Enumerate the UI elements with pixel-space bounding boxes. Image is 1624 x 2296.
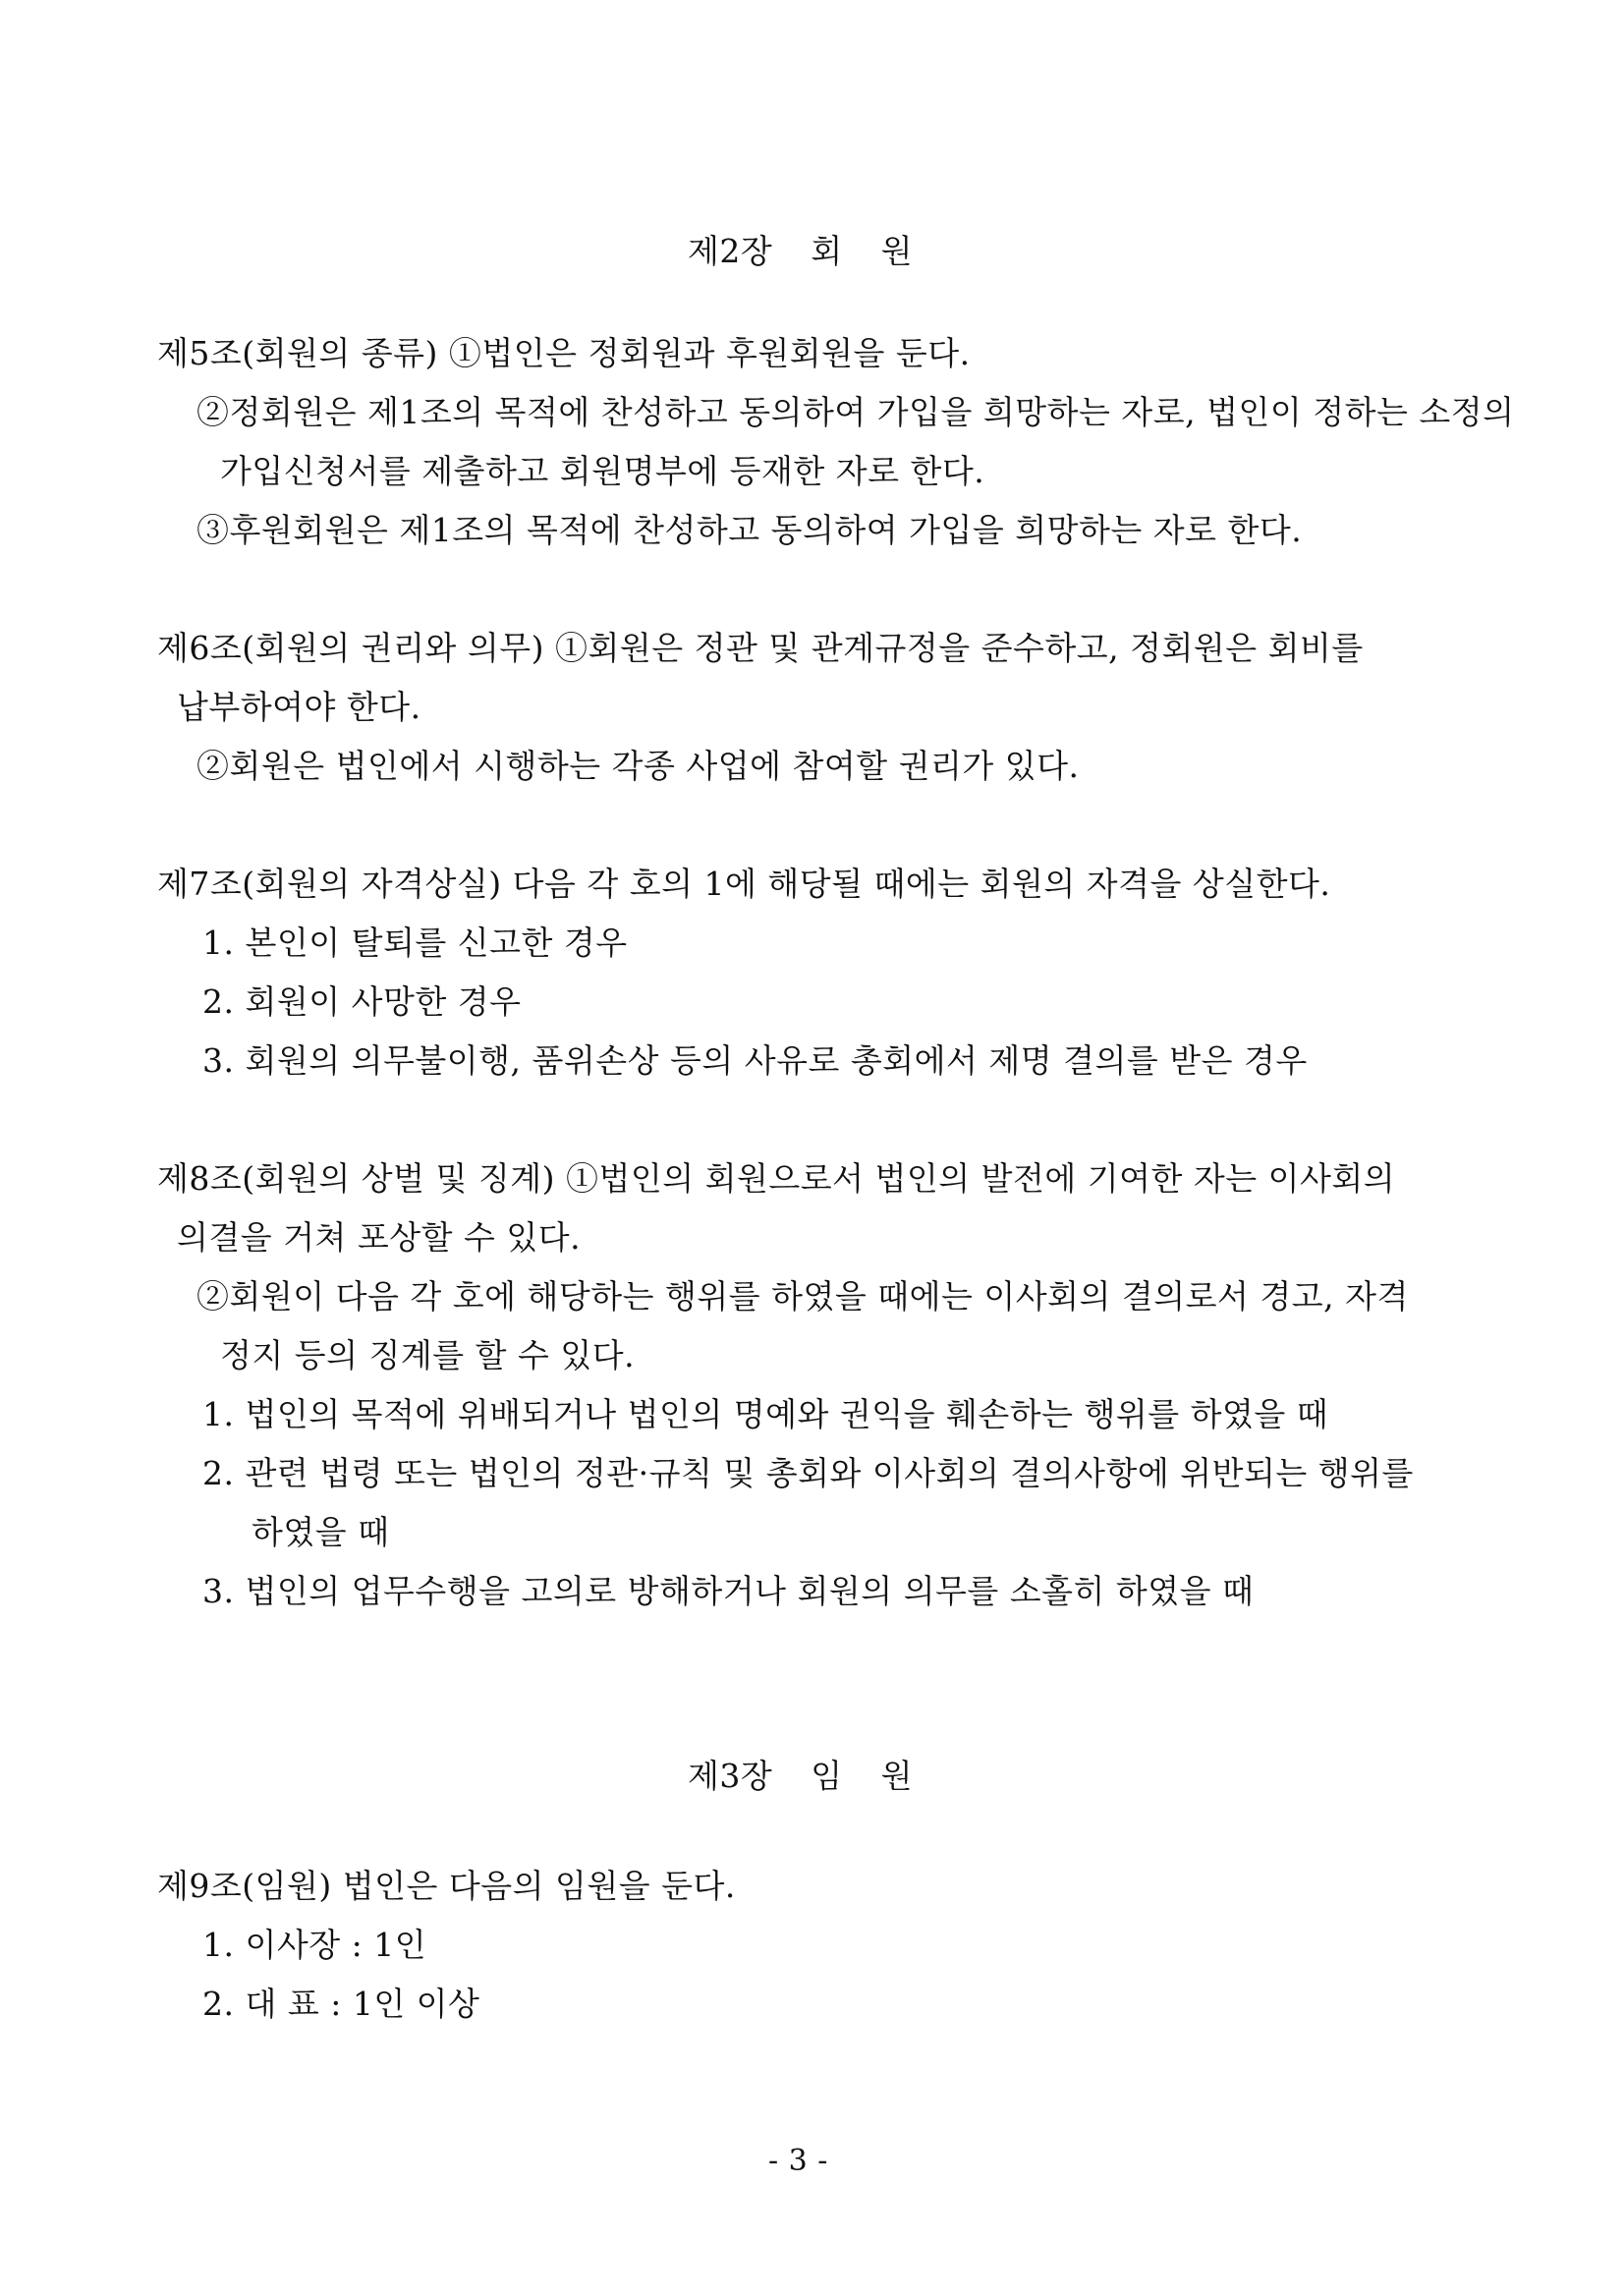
page-number: - 3 - <box>768 2144 828 2178</box>
article-9-heading: 제9조(임원) 법인은 다음의 임원을 둔다. <box>157 1867 736 1905</box>
article-8-heading-line-2: 의결을 거쳐 포상할 수 있다. <box>177 1218 582 1257</box>
article-5-paragraph-3: ③후원회원은 제1조의 목적에 찬성하고 동의하여 가입을 희망하는 자로 한다. <box>196 511 1303 549</box>
article-8-paragraph-2-line-2: 정지 등의 징계를 할 수 있다. <box>220 1336 636 1374</box>
article-9-item-1: 1. 이사장 : 1인 <box>202 1926 427 1964</box>
article-8-paragraph-2-line-1: ②회원이 다음 각 호에 해당하는 행위를 하였을 때에는 이사회의 결의로서 경고, 자격 <box>196 1277 1409 1316</box>
article-7-heading: 제7조(회원의 자격상실) 다음 각 호의 1에 해당될 때에는 회원의 자격을 상실한다. <box>157 865 1331 903</box>
article-8-heading-line-1: 제8조(회원의 상벌 및 징계) ①법인의 회원으로서 법인의 발전에 기여한 자는 이사회의 <box>157 1159 1396 1198</box>
article-7-item-1: 1. 본인이 탈퇴를 신고한 경우 <box>202 924 628 962</box>
article-7-item-2: 2. 회원이 사망한 경우 <box>202 982 522 1021</box>
chapter-3-title: 제3장 임 원 <box>688 1757 913 1795</box>
article-5-paragraph-2-line-2: 가입신청서를 제출하고 회원명부에 등재한 자로 한다. <box>220 452 985 490</box>
article-6-heading-line-2: 납부하여야 한다. <box>177 688 421 726</box>
article-9-item-2: 2. 대 표 : 1인 이상 <box>202 1985 480 2023</box>
chapter-2-title: 제2장 회 원 <box>688 232 913 270</box>
article-8-item-2-line-2: 하였을 때 <box>252 1513 390 1551</box>
article-7-item-3: 3. 회원의 의무불이행, 품위손상 등의 사유로 총회에서 제명 결의를 받은 경우 <box>202 1041 1308 1080</box>
article-6-heading-line-1: 제6조(회원의 권리와 의무) ①회원은 정관 및 관계규정을 준수하고, 정회원은 회비를 <box>157 629 1364 667</box>
article-5-heading: 제5조(회원의 종류) ①법인은 정회원과 후원회원을 둔다. <box>157 334 971 372</box>
article-8-item-2-line-1: 2. 관련 법령 또는 법인의 정관·규칙 및 총회와 이사회의 결의사항에 위반되는 행위를 <box>202 1454 1414 1492</box>
article-8-item-1: 1. 법인의 목적에 위배되거나 법인의 명예와 권익을 훼손하는 행위를 하였을 때 <box>202 1395 1329 1433</box>
article-5-paragraph-2-line-1: ②정회원은 제1조의 목적에 찬성하고 동의하여 가입을 희망하는 자로, 법인이 정하는 소정의 <box>196 393 1515 431</box>
article-8-item-3: 3. 법인의 업무수행을 고의로 방해하거나 회원의 의무를 소홀히 하였을 때 <box>202 1572 1255 1610</box>
article-6-paragraph-2: ②회원은 법인에서 시행하는 각종 사업에 참여할 권리가 있다. <box>196 747 1080 785</box>
